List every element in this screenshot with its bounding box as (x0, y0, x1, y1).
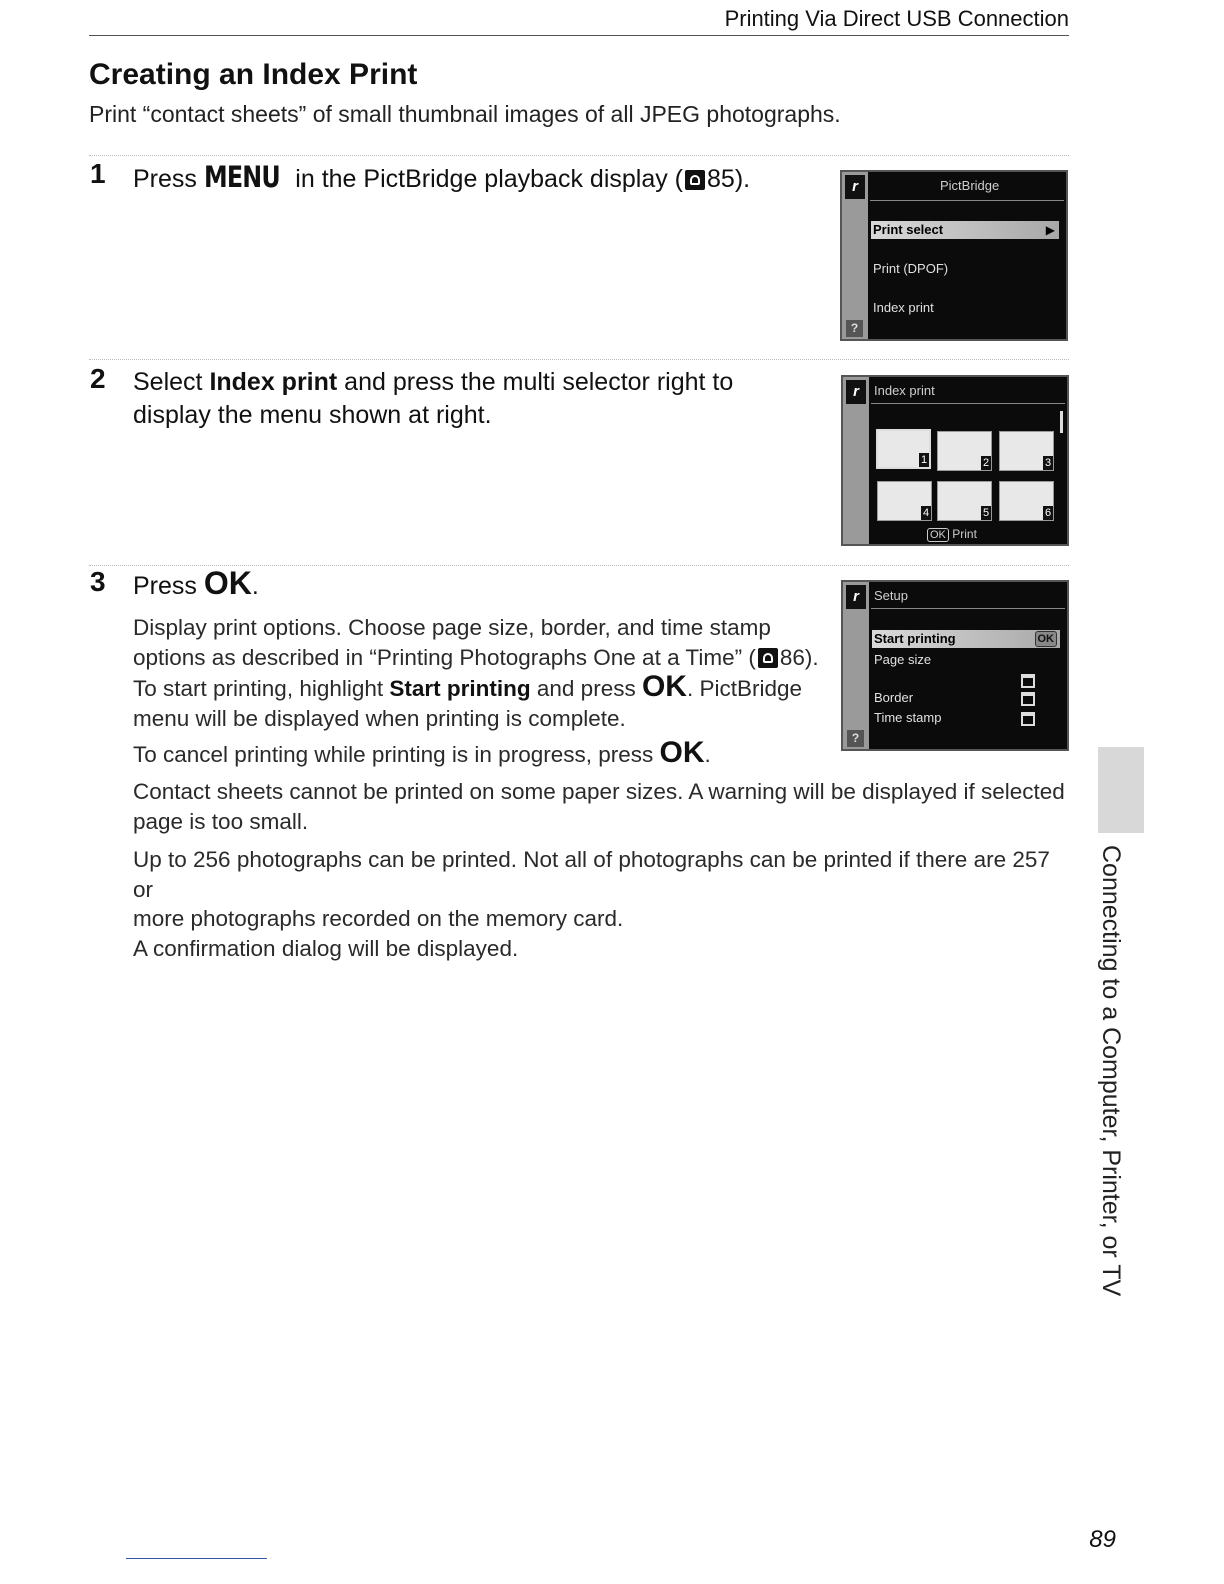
step-text-part: and press the multi selector right to (337, 368, 734, 396)
thumbnail[interactable] (876, 429, 931, 469)
step-1-text (133, 161, 750, 196)
divider (89, 359, 1069, 360)
thumbnail[interactable] (999, 431, 1054, 471)
step-text-part: Press (133, 572, 204, 600)
pictbridge-icon: r (845, 175, 865, 199)
help-icon: ? (846, 320, 863, 337)
step-3-text (133, 567, 259, 603)
ok-button-label: OK (659, 736, 705, 769)
menu-button-label: MENU (203, 160, 280, 194)
step-text-part: in the PictBridge playback display ( (288, 165, 684, 193)
thumbnail[interactable] (999, 481, 1054, 521)
menu-item-label: Print select (873, 222, 944, 237)
camera-book-icon (685, 170, 705, 190)
body-line (133, 672, 823, 704)
thumbnail[interactable] (937, 431, 992, 471)
thumbnail-number: 4 (922, 507, 930, 519)
ok-print-hint (927, 527, 977, 541)
pictbridge-screen (840, 170, 1068, 341)
step-3-instructions (133, 613, 823, 733)
paper-size-note (133, 777, 1073, 836)
menu-item-time-stamp[interactable]: Time stamp (874, 710, 942, 725)
thumbnail-number: 6 (1044, 507, 1052, 519)
text-part: . PictBridge (686, 676, 803, 701)
menu-item-border[interactable]: Border (874, 690, 914, 705)
printer-icon (1021, 712, 1035, 726)
cancel-note (133, 738, 711, 770)
text-part: options as described in “Printing Photographs One at a Time” ( (133, 644, 756, 670)
setup-screen (841, 580, 1069, 751)
section-subtitle: Print “contact sheets” of small thumbnail images of all JPEG photographs. (89, 101, 841, 127)
ok-button-icon: OK (927, 528, 949, 542)
thumbnail-number: 1 (920, 454, 928, 466)
text-part: . (704, 742, 711, 767)
step-2-text (133, 366, 813, 432)
page-number: 89 (1089, 1526, 1116, 1553)
text-part: To cancel printing while printing is in progress, press (133, 742, 660, 767)
thumbnail-number: 3 (1044, 457, 1052, 469)
thumbnail-number: 5 (982, 507, 990, 519)
page-ref: 86 (779, 644, 805, 670)
body-line: menu will be displayed when printing is complete. (133, 705, 626, 731)
text-part: and press (530, 676, 642, 701)
chapter-tab-label: Connecting to a Computer, Printer, or TV (1097, 845, 1125, 1297)
ok-button-label: OK (203, 565, 252, 601)
step-number: 2 (90, 363, 106, 394)
menu-item-print-select[interactable] (871, 221, 1059, 239)
step-text-bold: Index print (209, 368, 338, 396)
body-line: page is too small. (133, 808, 309, 834)
thumbnail-number: 2 (982, 457, 990, 469)
body-line: Display print options. Choose page size, border, and time stamp (133, 615, 771, 640)
step-text-part: ). (734, 165, 751, 193)
text-part: To start printing, highlight (133, 676, 390, 701)
screen-rule (870, 200, 1064, 201)
body-line: more photographs recorded on the memory card. (133, 906, 624, 931)
screen-rule (871, 403, 1065, 404)
page-ref: 85 (707, 165, 735, 193)
screen-title: PictBridge (940, 178, 1000, 193)
body-line: Contact sheets cannot be printed on some paper sizes. A warning will be displayed if selected (133, 779, 1065, 804)
ok-button-icon: OK (1035, 631, 1058, 647)
thumbnail[interactable] (937, 481, 992, 521)
header-rule (89, 35, 1069, 36)
body-line: A confirmation dialog will be displayed. (133, 935, 519, 961)
menu-item-print-dpof[interactable]: Print (DPOF) (873, 261, 949, 276)
chapter-tab (1098, 747, 1144, 833)
screen-title: Index print (874, 383, 935, 398)
step-number: 1 (90, 158, 106, 189)
step-number: 3 (90, 566, 106, 597)
pictbridge-icon: r (846, 380, 866, 404)
divider (89, 155, 1069, 156)
step-text-part: Select (133, 368, 210, 396)
body-line (133, 643, 823, 673)
body-line: Up to 256 photographs can be printed. Not all of photographs can be printed if there are 257 or (133, 847, 1050, 902)
hint-label: Print (952, 527, 977, 541)
photo-limit-note (133, 845, 1073, 963)
text-part: ). (804, 644, 819, 670)
running-header: Printing Via Direct USB Connection (724, 6, 1069, 31)
step-text-part: display the menu shown at right. (133, 401, 492, 429)
menu-item-start-printing[interactable] (872, 630, 1060, 648)
screen-title: Setup (874, 588, 908, 603)
step-text-part: Press (133, 165, 204, 193)
section-title: Creating an Index Print (89, 58, 418, 91)
text-bold: Start printing (389, 676, 531, 701)
menu-item-page-size[interactable]: Page size (874, 652, 932, 667)
menu-item-index-print[interactable]: Index print (873, 300, 934, 315)
pictbridge-icon: r (846, 585, 866, 609)
help-icon: ? (847, 730, 864, 747)
camera-book-icon (758, 648, 778, 668)
printer-icon (1021, 692, 1035, 706)
printer-icon (1021, 674, 1035, 688)
footer-line (126, 1558, 267, 1559)
ok-button-label: OK (641, 670, 687, 703)
scrollbar[interactable] (1060, 411, 1063, 433)
step-text-part: . (251, 572, 259, 600)
screen-rule (871, 608, 1065, 609)
index-print-screen (841, 375, 1069, 546)
thumbnail[interactable] (877, 481, 932, 521)
right-arrow-icon: ▶ (1045, 223, 1055, 237)
menu-item-label: Start printing (874, 631, 956, 646)
